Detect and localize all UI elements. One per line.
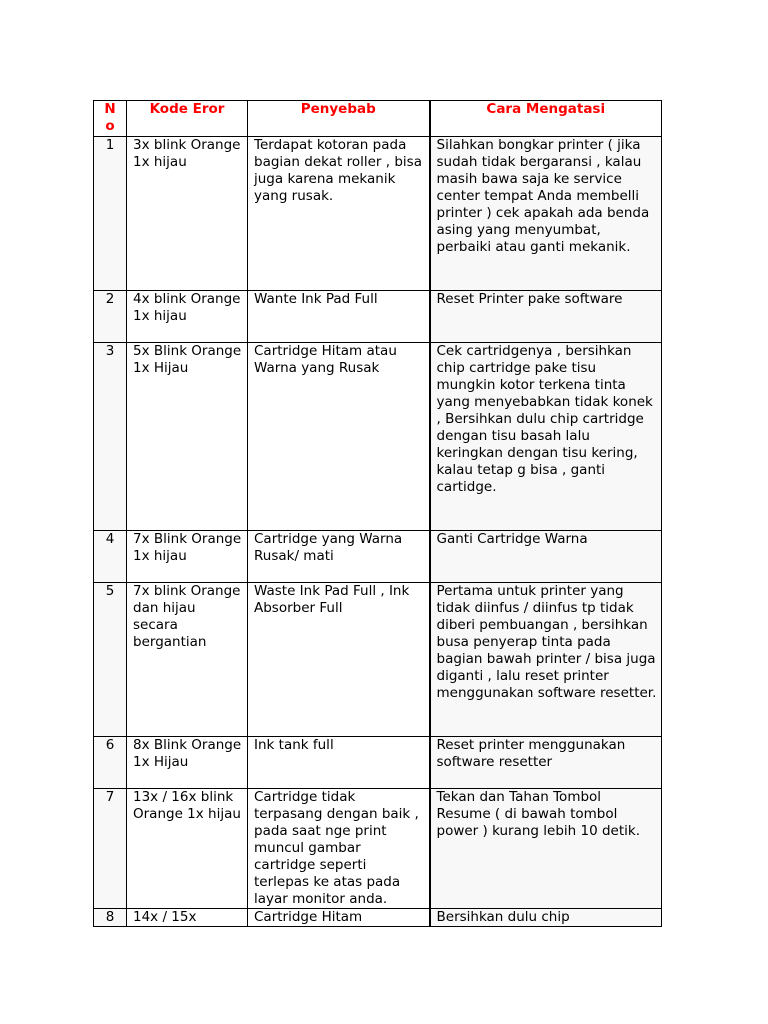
header-cara-mengatasi	[430, 101, 662, 137]
row-cara-mengatasi: Cek cartridgenya , bersihkan chip cartridge pake tisu mungkin kotor terkena tinta yang menyebabkan tidak konek , Bersihkan dulu chip cartridge dengan tisu basah lalu keringkan dengan tisu kering, kalau tetap g bisa , ganti cartidge.	[430, 343, 662, 531]
row-cara-mengatasi: Reset Printer pake software	[430, 291, 662, 343]
row-no: 4	[94, 531, 127, 583]
row-kode-eror: 14x / 15x	[127, 909, 248, 927]
header-kode-eror	[127, 101, 248, 137]
error-code-table	[93, 100, 662, 927]
table-header-row	[94, 101, 662, 137]
row-no: 5	[94, 583, 127, 737]
row-penyebab: Cartridge tidak terpasang dengan baik , pada saat nge print muncul gambar cartridge seperti terlepas ke atas pada layar monitor anda.	[248, 789, 430, 909]
header-cara-mengatasi-text: Cara Mengatasi	[486, 101, 606, 117]
row-cara-mengatasi: Tekan dan Tahan Tombol Resume ( di bawah tombol power ) kurang lebih 10 detik.	[430, 789, 662, 909]
row-kode-eror: 7x Blink Orange 1x hijau	[127, 531, 248, 583]
row-penyebab: Cartridge Hitam	[248, 909, 430, 927]
row-cara-mengatasi: Pertama untuk printer yang tidak diinfus / diinfus tp tidak diberi pembuangan , bersihkan busa penyerap tinta pada bagian bawah printer / bisa juga diganti , lalu reset printer menggunakan software resetter.	[430, 583, 662, 737]
row-no: 6	[94, 737, 127, 789]
table-row	[94, 531, 662, 583]
row-no: 8	[94, 909, 127, 927]
table-row	[94, 343, 662, 531]
row-kode-eror: 8x Blink Orange 1x Hijau	[127, 737, 248, 789]
table-row	[94, 137, 662, 291]
row-penyebab: Wante Ink Pad Full	[248, 291, 430, 343]
row-no: 1	[94, 137, 127, 291]
row-kode-eror: 3x blink Orange 1x hijau	[127, 137, 248, 291]
table-row	[94, 789, 662, 909]
row-penyebab: Cartridge yang Warna Rusak/ mati	[248, 531, 430, 583]
header-no-text: N o	[104, 101, 116, 134]
row-no: 7	[94, 789, 127, 909]
header-no	[94, 101, 127, 137]
row-kode-eror: 7x blink Orange dan hijau secara bergantian	[127, 583, 248, 737]
table-row	[94, 583, 662, 737]
row-cara-mengatasi: Bersihkan dulu chip	[430, 909, 662, 927]
row-penyebab: Waste Ink Pad Full , Ink Absorber Full	[248, 583, 430, 737]
table-row	[94, 291, 662, 343]
table-row	[94, 909, 662, 927]
header-kode-eror-text: Kode Eror	[149, 101, 225, 117]
header-penyebab-text: Penyebab	[300, 101, 376, 117]
row-cara-mengatasi: Reset printer menggunakan software resetter	[430, 737, 662, 789]
row-no: 2	[94, 291, 127, 343]
row-penyebab: Ink tank full	[248, 737, 430, 789]
row-cara-mengatasi: Silahkan bongkar printer ( jika sudah tidak bergaransi , kalau masih bawa saja ke service center tempat Anda membelli printer ) cek apakah ada benda asing yang menyumbat, perbaiki atau ganti mekanik.	[430, 137, 662, 291]
row-kode-eror: 5x Blink Orange 1x Hijau	[127, 343, 248, 531]
row-kode-eror: 4x blink Orange 1x hijau	[127, 291, 248, 343]
row-kode-eror: 13x / 16x blink Orange 1x hijau	[127, 789, 248, 909]
row-penyebab: Cartridge Hitam atau Warna yang Rusak	[248, 343, 430, 531]
row-no: 3	[94, 343, 127, 531]
row-penyebab: Terdapat kotoran pada bagian dekat roller , bisa juga karena mekanik yang rusak.	[248, 137, 430, 291]
row-cara-mengatasi: Ganti Cartridge Warna	[430, 531, 662, 583]
header-penyebab	[248, 101, 430, 137]
table-row	[94, 737, 662, 789]
